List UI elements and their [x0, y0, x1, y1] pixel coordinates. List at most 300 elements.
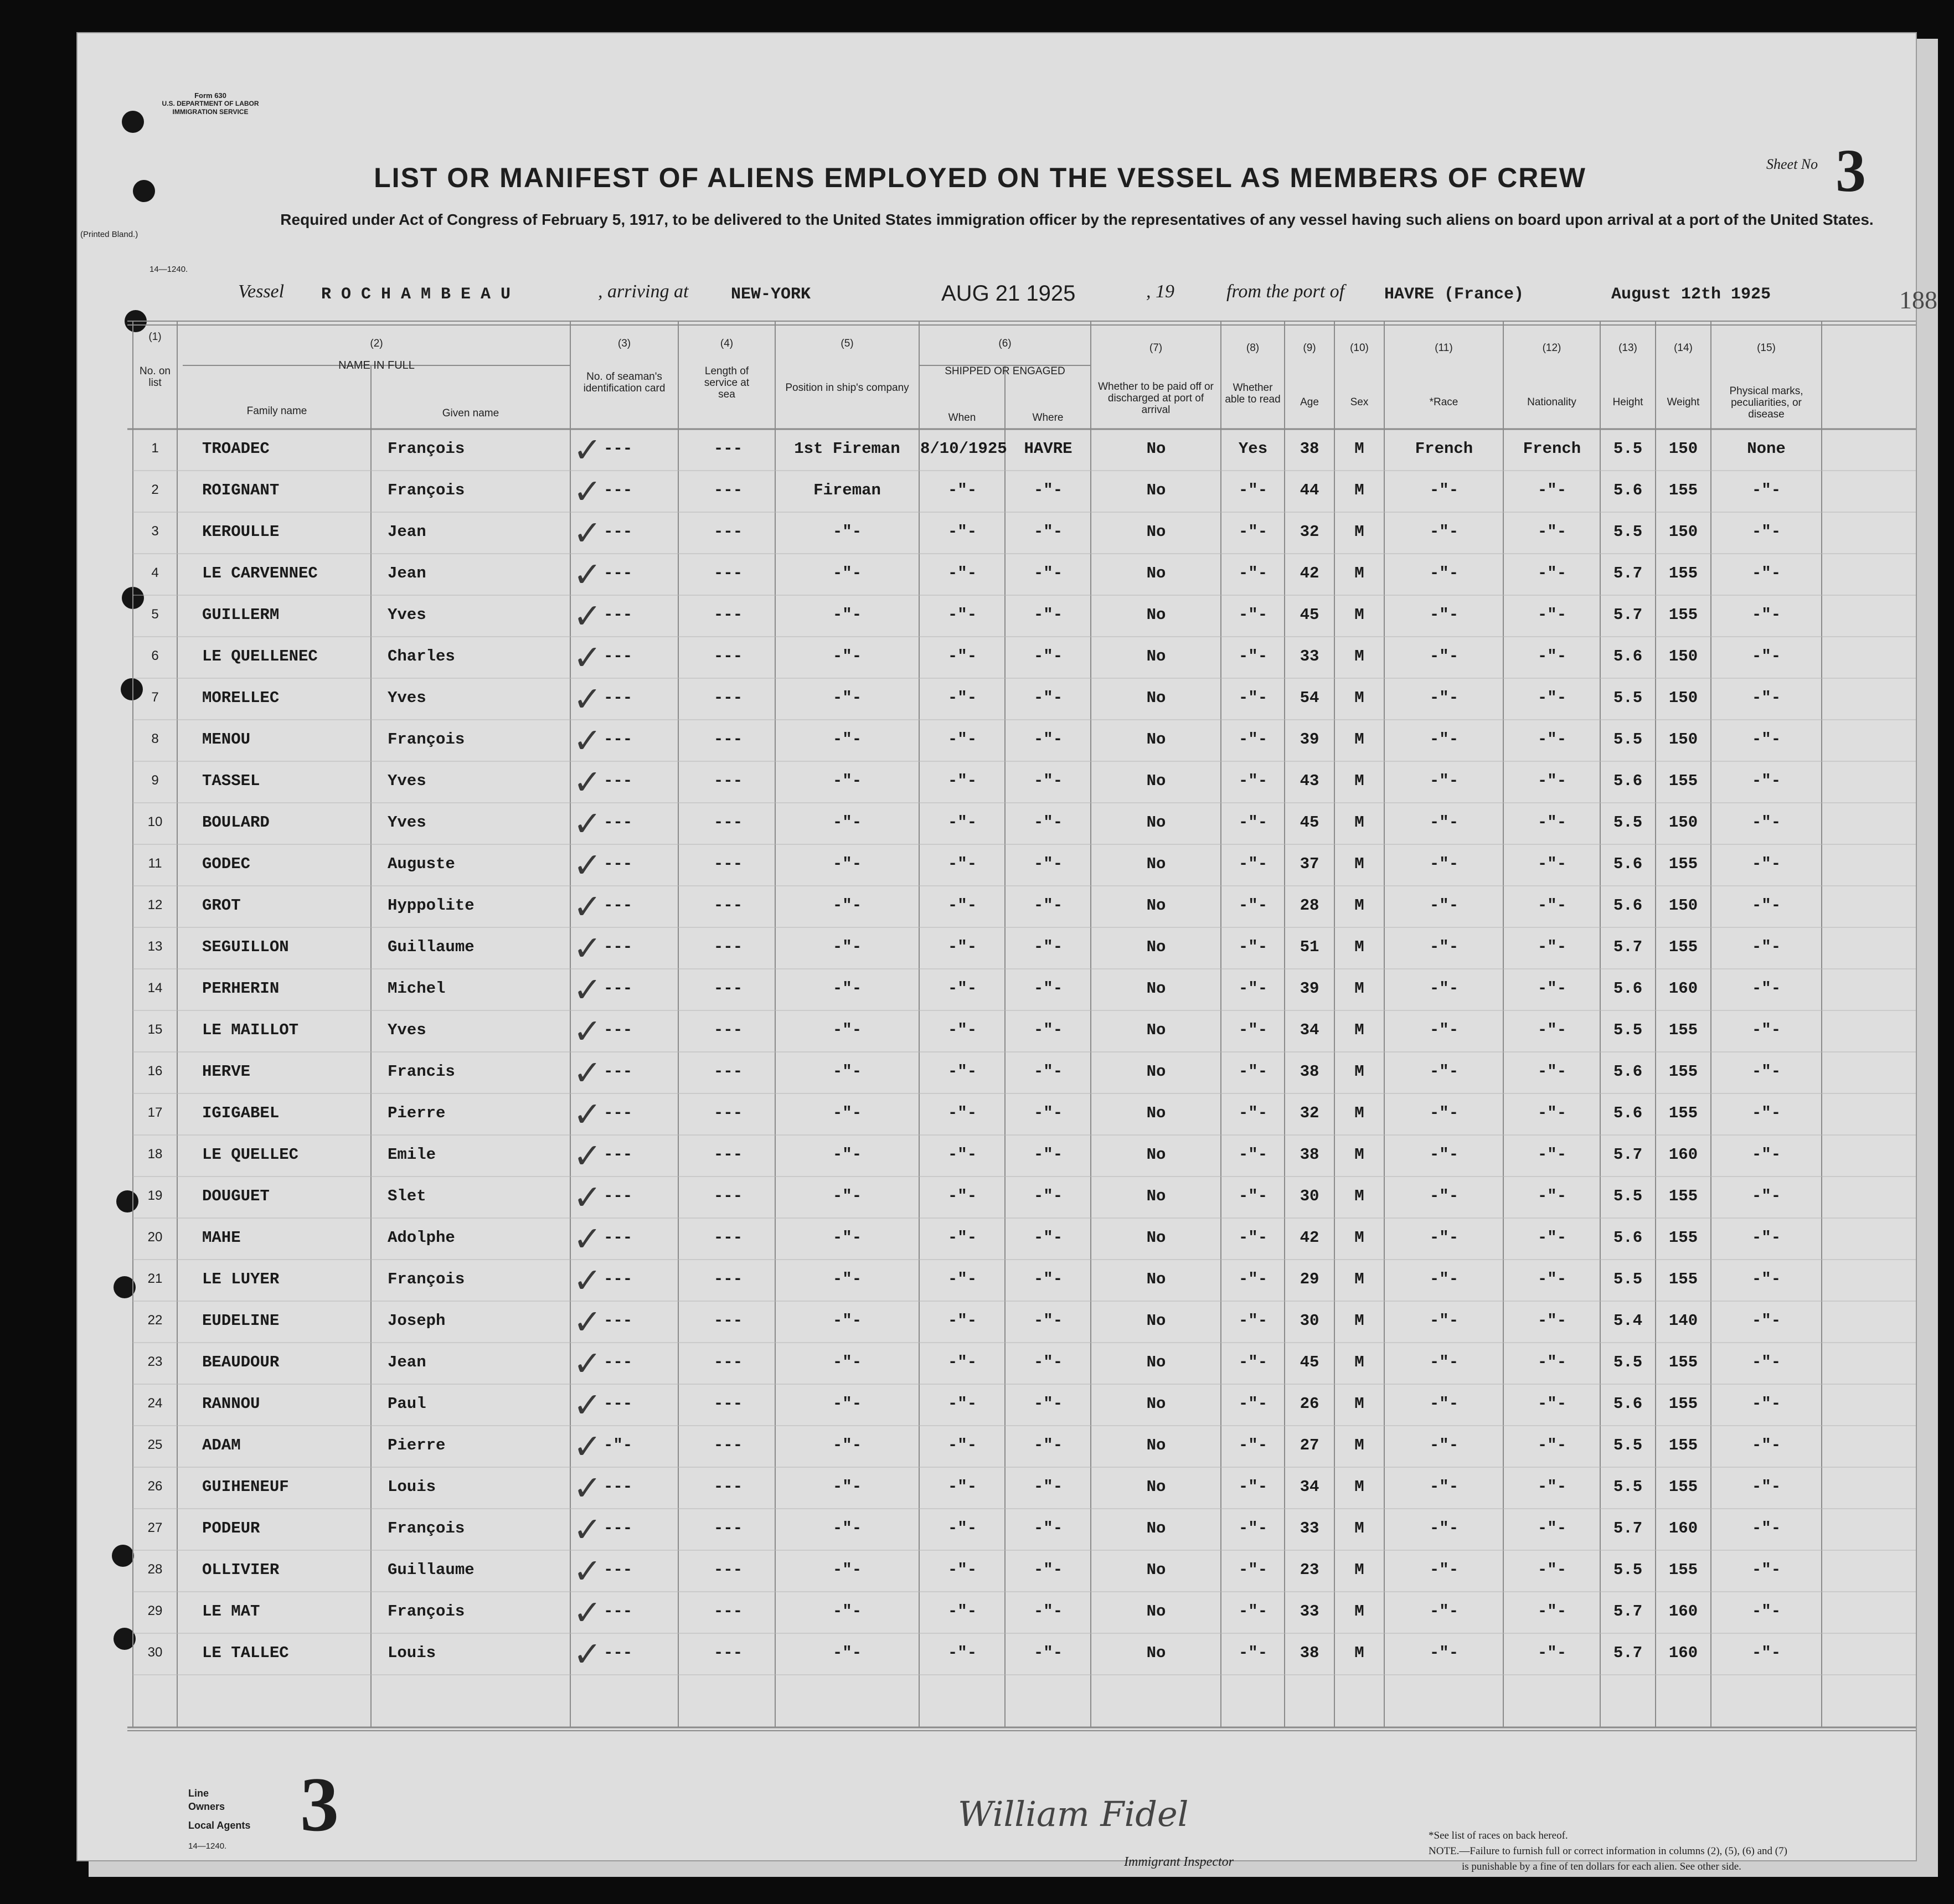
cell-age: 51 [1300, 938, 1319, 956]
check-mark: ✓ [573, 1551, 602, 1591]
cell-row-number: 24 [147, 1396, 163, 1411]
col-12-number: (12) [1542, 342, 1561, 354]
check-mark: ✓ [573, 1011, 602, 1051]
cell-weight: 155 [1668, 1229, 1698, 1247]
cell-paid-off: No [1146, 938, 1166, 956]
vessel-label: Vessel [238, 281, 285, 302]
cell-weight: 155 [1668, 1353, 1698, 1371]
cell-position: -"- [832, 1270, 862, 1288]
cell-family-name: BOULARD [202, 813, 270, 832]
departure-date: August 12th 1925 [1611, 285, 1771, 304]
table-row [78, 1177, 1927, 1227]
cell-position: -"- [832, 1561, 862, 1579]
check-mark: ✓ [573, 928, 602, 968]
cell-given-name: Yves [388, 813, 426, 832]
cell-family-name: EUDELINE [202, 1312, 280, 1330]
table-row [78, 1385, 1927, 1435]
cell-sex: M [1354, 979, 1364, 998]
cell-height: 5.7 [1613, 938, 1643, 956]
cell-service-length: --- [713, 1312, 743, 1330]
col-7-number: (7) [1149, 342, 1163, 354]
cell-row-number: 3 [151, 524, 159, 539]
form-service: IMMIGRATION SERVICE [172, 108, 249, 116]
cell-shipped-when: -"- [947, 855, 977, 873]
check-mark: ✓ [573, 637, 602, 678]
cell-given-name: Auguste [388, 855, 455, 873]
cell-weight: 155 [1668, 1187, 1698, 1205]
cell-physical-marks: -"- [1751, 1561, 1781, 1579]
cell-height: 5.7 [1613, 1519, 1643, 1537]
cell-paid-off: No [1146, 606, 1166, 624]
footer-labels [188, 1783, 250, 1857]
col-13-number: (13) [1618, 342, 1637, 354]
cell-shipped-where: -"- [1033, 481, 1063, 499]
cell-age: 33 [1300, 1602, 1319, 1621]
cell-family-name: TASSEL [202, 772, 260, 790]
arriving-port: NEW-YORK [731, 285, 811, 304]
cell-row-number: 4 [151, 565, 159, 580]
cell-physical-marks: -"- [1751, 1602, 1781, 1621]
cell-given-name: Francis [388, 1062, 455, 1081]
cell-given-name: François [388, 1519, 465, 1537]
cell-able-to-read: -"- [1238, 1229, 1268, 1247]
table-row [78, 471, 1927, 521]
cell-id-card: --- [604, 979, 633, 998]
cell-paid-off: No [1146, 855, 1166, 873]
cell-service-length: --- [713, 1644, 743, 1662]
cell-given-name: Pierre [388, 1436, 446, 1454]
cell-race: -"- [1429, 1561, 1459, 1579]
cell-weight: 160 [1668, 1146, 1698, 1164]
cell-physical-marks: -"- [1751, 772, 1781, 790]
table-row [78, 1011, 1927, 1061]
cell-sex: M [1354, 1104, 1364, 1122]
cell-weight: 155 [1668, 1395, 1698, 1413]
cell-shipped-where: -"- [1033, 1187, 1063, 1205]
col-2-family: Family name [246, 405, 307, 417]
cell-race: -"- [1429, 896, 1459, 915]
cell-able-to-read: -"- [1238, 896, 1268, 915]
from-port: HAVRE (France) [1384, 285, 1524, 304]
cell-shipped-when: -"- [947, 730, 977, 749]
cell-nationality: -"- [1537, 564, 1567, 582]
cell-position: -"- [832, 1187, 862, 1205]
col-9-number: (9) [1303, 342, 1316, 354]
cell-paid-off: No [1146, 1395, 1166, 1413]
cell-nationality: -"- [1537, 1104, 1567, 1122]
col-4-number: (4) [720, 338, 734, 349]
cell-shipped-where: -"- [1033, 647, 1063, 665]
cell-family-name: BEAUDOUR [202, 1353, 280, 1371]
footer-label-code: 14—1240. [188, 1841, 227, 1851]
cell-row-number: 22 [147, 1313, 163, 1328]
cell-weight: 155 [1668, 1270, 1698, 1288]
cell-weight: 155 [1668, 1104, 1698, 1122]
cell-shipped-when: -"- [947, 979, 977, 998]
cell-able-to-read: -"- [1238, 1478, 1268, 1496]
col-3-label: No. of seaman's identification card [583, 371, 666, 394]
cell-id-card: --- [604, 606, 633, 624]
cell-shipped-when: -"- [947, 1353, 977, 1371]
cell-race: -"- [1429, 1519, 1459, 1537]
cell-able-to-read: -"- [1238, 1146, 1268, 1164]
cell-physical-marks: -"- [1751, 1644, 1781, 1662]
cell-physical-marks: -"- [1751, 1395, 1781, 1413]
cell-paid-off: No [1146, 1312, 1166, 1330]
cell-shipped-where: -"- [1033, 855, 1063, 873]
cell-row-number: 6 [151, 648, 159, 663]
cell-physical-marks: -"- [1751, 1187, 1781, 1205]
cell-shipped-where: -"- [1033, 1104, 1063, 1122]
cell-given-name: Jean [388, 1353, 426, 1371]
cell-paid-off: No [1146, 1519, 1166, 1537]
cell-race: -"- [1429, 1270, 1459, 1288]
cell-nationality: -"- [1537, 1561, 1567, 1579]
cell-age: 34 [1300, 1021, 1319, 1039]
cell-physical-marks: -"- [1751, 1519, 1781, 1537]
cell-able-to-read: -"- [1238, 647, 1268, 665]
cell-shipped-where: -"- [1033, 689, 1063, 707]
footer-label-line: Line [188, 1788, 209, 1799]
cell-service-length: --- [713, 896, 743, 915]
cell-paid-off: No [1146, 689, 1166, 707]
cell-shipped-where: HAVRE [1024, 440, 1073, 458]
cell-family-name: LE MAILLOT [202, 1021, 299, 1039]
cell-position: -"- [832, 1644, 862, 1662]
cell-able-to-read: -"- [1238, 1602, 1268, 1621]
col-4-label: Length of service at sea [704, 365, 750, 400]
cell-row-number: 28 [147, 1562, 163, 1577]
cell-physical-marks: -"- [1751, 523, 1781, 541]
cell-weight: 160 [1668, 1519, 1698, 1537]
cell-able-to-read: Yes [1238, 440, 1268, 458]
cell-paid-off: No [1146, 647, 1166, 665]
cell-family-name: GROT [202, 896, 241, 915]
cell-nationality: -"- [1537, 481, 1567, 499]
cell-nationality: -"- [1537, 1519, 1567, 1537]
cell-given-name: François [388, 1270, 465, 1288]
cell-physical-marks: -"- [1751, 481, 1781, 499]
cell-physical-marks: -"- [1751, 1270, 1781, 1288]
cell-service-length: --- [713, 481, 743, 499]
cell-paid-off: No [1146, 1602, 1166, 1621]
cell-race: -"- [1429, 606, 1459, 624]
col-5-label: Position in ship's company [785, 382, 909, 394]
cell-family-name: ROIGNANT [202, 481, 280, 499]
cell-nationality: -"- [1537, 1187, 1567, 1205]
cell-shipped-where: -"- [1033, 979, 1063, 998]
from-port-label: from the port of [1226, 281, 1345, 302]
cell-height: 5.5 [1613, 1436, 1643, 1454]
col-13-label: Height [1612, 396, 1643, 408]
cell-race: -"- [1429, 979, 1459, 998]
cell-age: 28 [1300, 896, 1319, 915]
cell-nationality: -"- [1537, 1395, 1567, 1413]
cell-position: 1st Fireman [794, 440, 900, 458]
cell-nationality: -"- [1537, 979, 1567, 998]
cell-row-number: 16 [147, 1064, 163, 1079]
cell-sex: M [1354, 647, 1364, 665]
cell-id-card: --- [604, 1602, 633, 1621]
cell-nationality: -"- [1537, 1021, 1567, 1039]
cell-position: Fireman [813, 481, 881, 499]
cell-paid-off: No [1146, 1353, 1166, 1371]
cell-age: 42 [1300, 1229, 1319, 1247]
cell-given-name: Jean [388, 564, 426, 582]
cell-weight: 150 [1668, 523, 1698, 541]
cell-sex: M [1354, 855, 1364, 873]
cell-age: 45 [1300, 1353, 1319, 1371]
manifest-sheet [78, 33, 1937, 1872]
check-mark: ✓ [573, 803, 602, 844]
table-row [78, 803, 1927, 853]
cell-service-length: --- [713, 1436, 743, 1454]
cell-able-to-read: -"- [1238, 1270, 1268, 1288]
form-number: Form 630 [194, 91, 226, 100]
cell-row-number: 27 [147, 1520, 163, 1535]
cell-able-to-read: -"- [1238, 606, 1268, 624]
cell-height: 5.6 [1613, 896, 1643, 915]
cell-physical-marks: -"- [1751, 1062, 1781, 1081]
table-row [78, 1551, 1927, 1601]
check-mark: ✓ [573, 1426, 602, 1467]
cell-id-card: --- [604, 1229, 633, 1247]
cell-row-number: 25 [147, 1437, 163, 1452]
cell-age: 44 [1300, 481, 1319, 499]
cell-shipped-when: -"- [947, 1644, 977, 1662]
cell-shipped-where: -"- [1033, 1229, 1063, 1247]
cell-race: -"- [1429, 1395, 1459, 1413]
cell-service-length: --- [713, 813, 743, 832]
cell-able-to-read: -"- [1238, 1395, 1268, 1413]
cell-sex: M [1354, 689, 1364, 707]
cell-row-number: 9 [151, 773, 159, 788]
col-1-label: No. on list [140, 365, 171, 389]
cell-height: 5.6 [1613, 647, 1643, 665]
sheet-label: Sheet No [1766, 156, 1818, 172]
cell-family-name: LE TALLEC [202, 1644, 289, 1662]
cell-shipped-where: -"- [1033, 1270, 1063, 1288]
table-row [78, 1052, 1927, 1102]
cell-able-to-read: -"- [1238, 772, 1268, 790]
footer-label-agents: Local Agents [188, 1820, 251, 1831]
cell-shipped-where: -"- [1033, 606, 1063, 624]
cell-race: -"- [1429, 1602, 1459, 1621]
check-mark: ✓ [573, 1634, 602, 1674]
form-code: 14—1240. [149, 265, 188, 274]
cell-family-name: GUILLERM [202, 606, 280, 624]
cell-shipped-where: -"- [1033, 1312, 1063, 1330]
table-row [78, 513, 1927, 563]
cell-weight: 140 [1668, 1312, 1698, 1330]
cell-position: -"- [832, 772, 862, 790]
cell-service-length: --- [713, 1146, 743, 1164]
cell-sex: M [1354, 564, 1364, 582]
cell-row-number: 13 [147, 939, 163, 954]
cell-able-to-read: -"- [1238, 813, 1268, 832]
cell-id-card: --- [604, 813, 633, 832]
cell-position: -"- [832, 1229, 862, 1247]
col-11-label: *Race [1429, 396, 1458, 408]
cell-weight: 155 [1668, 1561, 1698, 1579]
cell-age: 42 [1300, 564, 1319, 582]
cell-sex: M [1354, 440, 1364, 458]
margin-number: 188 [1899, 286, 1937, 314]
cell-race: -"- [1429, 1062, 1459, 1081]
cell-given-name: Yves [388, 1021, 426, 1039]
cell-shipped-when: -"- [947, 772, 977, 790]
cell-position: -"- [832, 1021, 862, 1039]
check-mark: ✓ [573, 1385, 602, 1425]
vessel-name: R O C H A M B E A U [321, 285, 511, 304]
cell-row-number: 17 [147, 1105, 163, 1120]
table-row [78, 679, 1927, 729]
cell-position: -"- [832, 564, 862, 582]
cell-nationality: -"- [1537, 523, 1567, 541]
cell-nationality: -"- [1537, 1602, 1567, 1621]
cell-shipped-when: -"- [947, 1270, 977, 1288]
cell-service-length: --- [713, 1104, 743, 1122]
cell-nationality: -"- [1537, 813, 1567, 832]
cell-position: -"- [832, 938, 862, 956]
cell-family-name: MORELLEC [202, 689, 280, 707]
table-row [78, 1260, 1927, 1310]
cell-family-name: MAHE [202, 1229, 241, 1247]
check-mark: ✓ [573, 1094, 602, 1134]
cell-able-to-read: -"- [1238, 689, 1268, 707]
cell-given-name: Yves [388, 606, 426, 624]
cell-sex: M [1354, 1395, 1364, 1413]
check-mark: ✓ [573, 1343, 602, 1384]
cell-race: -"- [1429, 813, 1459, 832]
cell-age: 39 [1300, 730, 1319, 749]
cell-nationality: -"- [1537, 1229, 1567, 1247]
cell-paid-off: No [1146, 730, 1166, 749]
cell-nationality: -"- [1537, 1644, 1567, 1662]
cell-weight: 150 [1668, 896, 1698, 915]
cell-shipped-when: -"- [947, 1021, 977, 1039]
cell-age: 33 [1300, 647, 1319, 665]
cell-given-name: Emile [388, 1146, 436, 1164]
cell-paid-off: No [1146, 1062, 1166, 1081]
page-title: LIST OR MANIFEST OF ALIENS EMPLOYED ON THE VESSEL AS MEMBERS OF CREW [374, 162, 1586, 193]
cell-age: 38 [1300, 1062, 1319, 1081]
cell-position: -"- [832, 896, 862, 915]
cell-given-name: Hyppolite [388, 896, 475, 915]
table-row [78, 1634, 1927, 1684]
cell-nationality: -"- [1537, 855, 1567, 873]
cell-position: -"- [832, 979, 862, 998]
cell-given-name: Louis [388, 1644, 436, 1662]
cell-age: 27 [1300, 1436, 1319, 1454]
cell-family-name: MENOU [202, 730, 251, 749]
cell-paid-off: No [1146, 1644, 1166, 1662]
cell-shipped-when: 8/10/1925 [920, 440, 1007, 458]
col-15-number: (15) [1757, 342, 1776, 354]
cell-row-number: 26 [147, 1479, 163, 1494]
cell-position: -"- [832, 1312, 862, 1330]
cell-service-length: --- [713, 1229, 743, 1247]
cell-weight: 150 [1668, 730, 1698, 749]
cell-shipped-where: -"- [1033, 1062, 1063, 1081]
table-row [78, 430, 1927, 479]
cell-age: 34 [1300, 1478, 1319, 1496]
cell-id-card: --- [604, 1395, 633, 1413]
cell-nationality: -"- [1537, 938, 1567, 956]
cell-paid-off: No [1146, 772, 1166, 790]
cell-able-to-read: -"- [1238, 1062, 1268, 1081]
cell-id-card: --- [604, 1353, 633, 1371]
cell-able-to-read: -"- [1238, 938, 1268, 956]
cell-row-number: 8 [151, 731, 159, 746]
cell-service-length: --- [713, 1395, 743, 1413]
cell-shipped-where: -"- [1033, 1021, 1063, 1039]
cell-age: 43 [1300, 772, 1319, 790]
cell-able-to-read: -"- [1238, 1104, 1268, 1122]
cell-able-to-read: -"- [1238, 1561, 1268, 1579]
cell-shipped-where: -"- [1033, 1146, 1063, 1164]
cell-nationality: -"- [1537, 647, 1567, 665]
cell-age: 54 [1300, 689, 1319, 707]
col-5-number: (5) [841, 338, 854, 349]
cell-shipped-where: -"- [1033, 1519, 1063, 1537]
cell-family-name: LE LUYER [202, 1270, 280, 1288]
col-10-number: (10) [1350, 342, 1369, 354]
cell-sex: M [1354, 1021, 1364, 1039]
cell-physical-marks: -"- [1751, 1104, 1781, 1122]
cell-physical-marks: -"- [1751, 564, 1781, 582]
cell-shipped-when: -"- [947, 1478, 977, 1496]
cell-shipped-when: -"- [947, 523, 977, 541]
check-mark: ✓ [573, 596, 602, 636]
cell-age: 32 [1300, 523, 1319, 541]
cell-given-name: Michel [388, 979, 446, 998]
cell-sex: M [1354, 1602, 1364, 1621]
cell-shipped-where: -"- [1033, 1644, 1063, 1662]
cell-weight: 150 [1668, 647, 1698, 665]
cell-shipped-when: -"- [947, 606, 977, 624]
cell-able-to-read: -"- [1238, 564, 1268, 582]
col-11-number: (11) [1435, 342, 1453, 354]
cell-sex: M [1354, 1478, 1364, 1496]
cell-service-length: --- [713, 523, 743, 541]
check-mark: ✓ [573, 1592, 602, 1633]
cell-paid-off: No [1146, 1478, 1166, 1496]
sheet-number: 3 [1836, 137, 1866, 204]
cell-able-to-read: -"- [1238, 481, 1268, 499]
cell-row-number: 29 [147, 1603, 163, 1618]
cell-service-length: --- [713, 730, 743, 749]
cell-given-name: Adolphe [388, 1229, 455, 1247]
check-mark: ✓ [573, 513, 602, 553]
cell-weight: 155 [1668, 938, 1698, 956]
cell-shipped-when: -"- [947, 938, 977, 956]
cell-race: -"- [1429, 523, 1459, 541]
note-fine-1: NOTE.—Failure to furnish full or correct information in columns (2), (5), (6) and (7) [1429, 1845, 1787, 1857]
col-6-label: SHIPPED OR ENGAGED [945, 365, 1065, 377]
cell-sex: M [1354, 1146, 1364, 1164]
cell-position: -"- [832, 1478, 862, 1496]
cell-id-card: --- [604, 896, 633, 915]
cell-physical-marks: -"- [1751, 1021, 1781, 1039]
table-row [78, 1592, 1927, 1642]
cell-age: 32 [1300, 1104, 1319, 1122]
cell-sex: M [1354, 1062, 1364, 1081]
cell-sex: M [1354, 1187, 1364, 1205]
check-mark: ✓ [573, 1302, 602, 1342]
cell-sex: M [1354, 772, 1364, 790]
table-row [78, 1302, 1927, 1351]
